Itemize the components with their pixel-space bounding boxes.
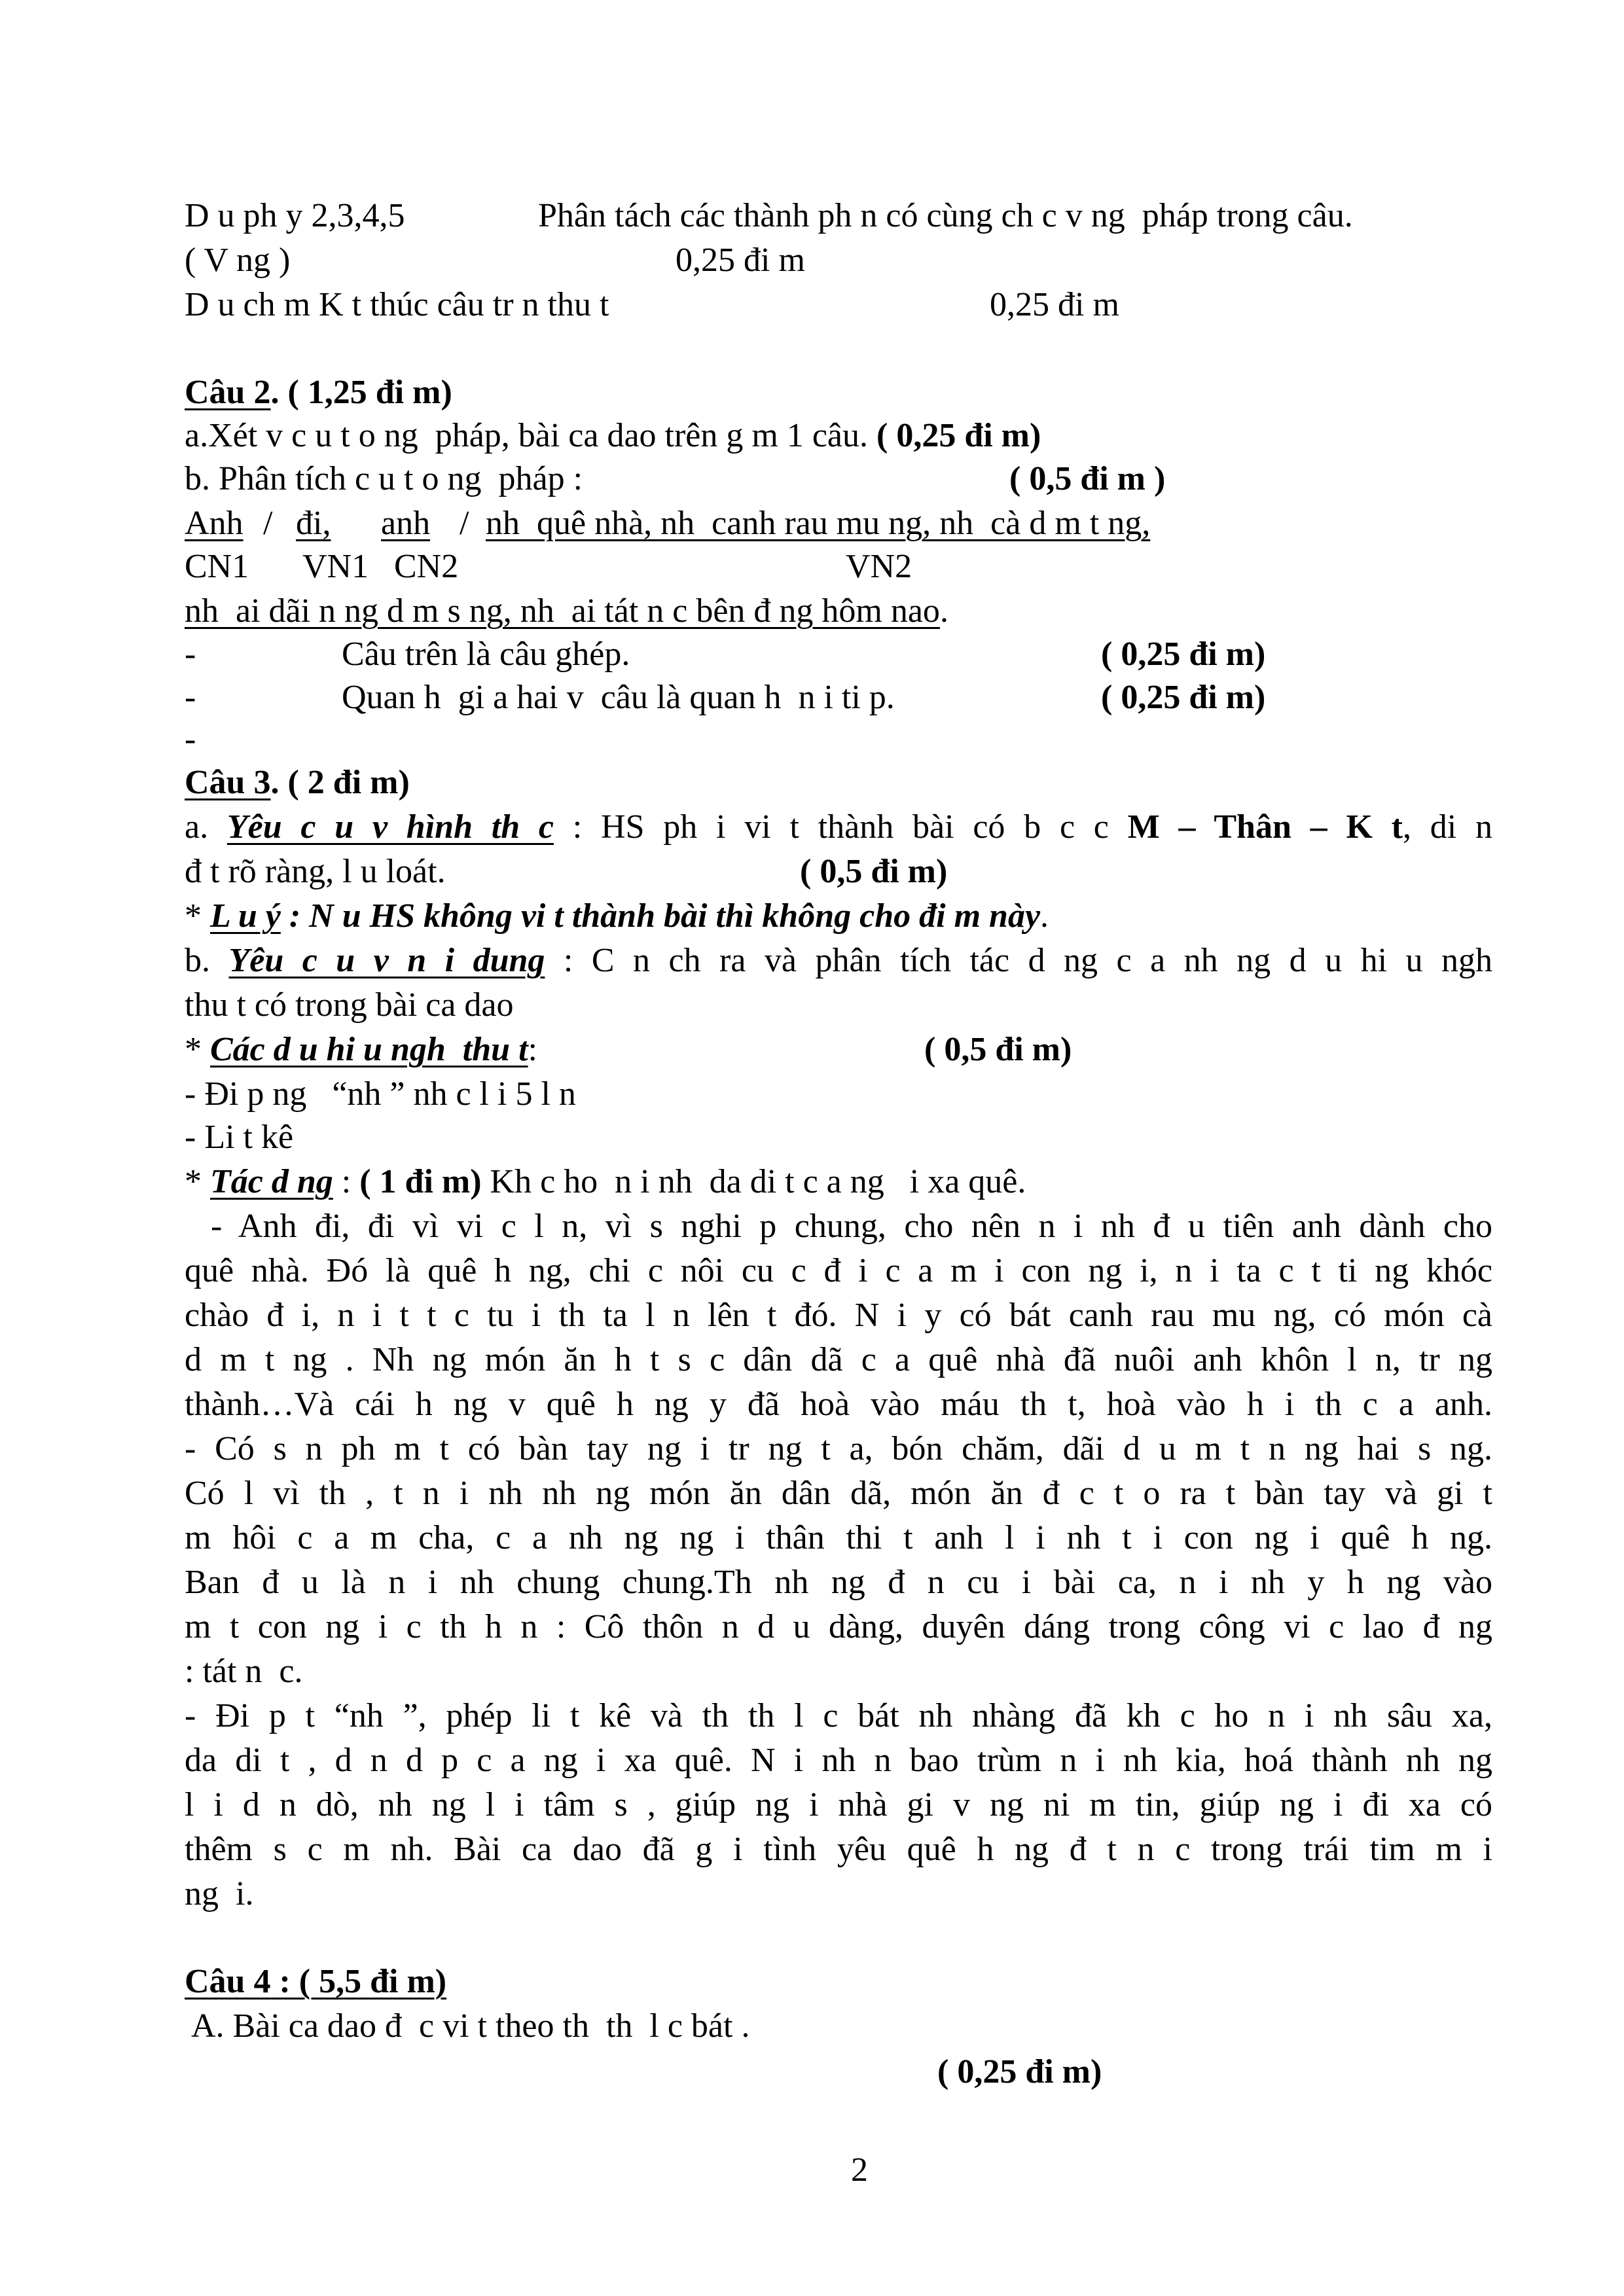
predicate-di: đi, <box>296 505 331 542</box>
cau2-item-1-score: ( 0,25 đi m) <box>1101 636 1266 673</box>
cau3-dieu-ngu: - Đi p ng “nh ” nh c l i 5 l n <box>185 1075 576 1113</box>
cau4-a-score: ( 0,25 đi m) <box>937 2053 1102 2090</box>
cau2-item-2: Quan h gi a hai v câu là quan h n i ti p. <box>342 679 895 716</box>
label-cn2: CN2 <box>394 548 459 585</box>
cau2-item-2-score: ( 0,25 đi m) <box>1101 679 1266 716</box>
line-dau-phay-desc: Phân tách các thành ph n có cùng ch c v ng pháp trong câu. <box>538 197 1353 234</box>
para1-line5: thành…Và cái h ng v quê h ng y đã hoà vào máu th t, hoà vào h i th c a anh. <box>185 1386 1492 1423</box>
predicate-line-3: nh ai dãi n ng d m s ng, nh ai tát n c bên đ ng hôm nao. <box>185 592 948 630</box>
cau3-a-score: ( 0,5 đi m) <box>800 853 948 890</box>
para2-line5: m t con ng i c th h n : Cô thôn n d u dàng, duyên dáng trong công vi c lao đ ng <box>185 1608 1492 1645</box>
cau3-b: b. Yêu c u v n i dung : C n ch ra và phân tích tác d ng c a nh ng d u hi u ngh <box>185 942 1492 979</box>
cau2-heading: Câu 2. ( 1,25 đi m) <box>185 374 452 411</box>
cau3-b-cont: thu t có trong bài ca dao <box>185 986 514 1024</box>
label-vn2: VN2 <box>846 548 912 585</box>
predicate-nho-que: nh quê nhà, nh canh rau mu ng, nh cà d m t ng, <box>486 505 1151 542</box>
cau3-dau-hieu-score: ( 0,5 đi m) <box>924 1031 1072 1068</box>
para1-line3: chào đ i, n i t t c tu i th ta l n lên t đó. N i y có bát canh rau mu ng, có món cà <box>185 1297 1492 1334</box>
cau2-b: b. Phân tích c u t o ng pháp : <box>185 460 583 497</box>
subject-anh-1: Anh <box>185 505 244 542</box>
cau3-tac-dung: * Tác d ng : ( 1 đi m) Kh c ho n i nh da di t c a ng i xa quê. <box>185 1163 1026 1200</box>
cau4-a: A. Bài ca dao đ c vi t theo th th l c bát . <box>191 2007 750 2045</box>
dash-1: - <box>185 636 196 673</box>
para1-line1: - Anh đi, đi vì vi c l n, vì s nghi p chung, cho nên n i nh đ u tiên anh dành cho <box>211 1208 1492 1245</box>
label-vn1: VN1 <box>302 548 369 585</box>
para1-line2: quê nhà. Đó là quê h ng, chi c nôi cu c đ i c a m i con ng i, n i ta c t ti ng khóc <box>185 1252 1492 1289</box>
cau3-a-cont: đ t rõ ràng, l u loát. <box>185 853 446 890</box>
slash-2: / <box>460 505 469 542</box>
para2-line3: m hôi c a m cha, c a nh ng ng i thân thi t anh l i nh t i con ng i quê h ng. <box>185 1519 1492 1556</box>
line-vi-ngu: ( V ng ) <box>185 242 291 279</box>
para3-line2: da di t , d n d p c a ng i xa quê. N i nh n bao trùm n i nh kia, hoá thành nh ng <box>185 1742 1492 1779</box>
cau2-item-1: Câu trên là câu ghép. <box>342 636 630 673</box>
page-number: 2 <box>851 2151 868 2189</box>
para3-line4: thêm s c m nh. Bài ca dao đã g i tình yêu quê h ng đ t n c trong trái tim m i <box>185 1831 1492 1868</box>
cau3-a: a. Yêu c u v hình th c : HS ph i vi t thành bài có b c c M – Thân – K t, di n <box>185 808 1492 846</box>
label-cn1: CN1 <box>185 548 249 585</box>
para3-line1: - Đi p t “nh ”, phép li t kê và th th l c bát nh nhàng đã kh c ho n i nh sâu xa, <box>185 1697 1492 1734</box>
cau4-heading: Câu 4 : ( 5,5 đi m) <box>185 1963 447 2000</box>
para2-line1: - Có s n ph m t có bàn tay ng i tr ng t a, bón chăm, dãi d u m t n ng hai s ng. <box>185 1430 1492 1467</box>
slash-1: / <box>263 505 273 542</box>
cau3-dau-hieu: * Các d u hi u ngh thu t: <box>185 1031 537 1068</box>
score-dau-cham: 0,25 đi m <box>990 286 1119 323</box>
cau3-note: * L u ý : N u HS không vi t thành bài thì không cho đi m này. <box>185 897 1049 935</box>
para3-line3: l i d n dò, nh ng l i tâm s , giúp ng i nhà gi v ng ni m tin, giúp ng i đi xa có <box>185 1786 1492 1823</box>
line-dau-cham: D u ch m K t thúc câu tr n thu t <box>185 286 609 323</box>
dash-2: - <box>185 679 196 716</box>
para1-line4: d m t ng . Nh ng món ăn h t s c dân dã c a quê nhà đã nuôi anh khôn l n, tr ng <box>185 1341 1492 1378</box>
score-vi-ngu: 0,25 đi m <box>676 242 805 279</box>
cau3-heading: Câu 3. ( 2 đi m) <box>185 764 410 801</box>
para2-line4: Ban đ u là n i nh chung chung.Th nh ng đ n cu i bài ca, n i nh y h ng vào <box>185 1564 1492 1601</box>
dash-3: - <box>185 721 196 758</box>
cau3-liet-ke: - Li t kê <box>185 1119 294 1156</box>
line-dau-phay: D u ph y 2,3,4,5 <box>185 197 405 234</box>
para3-line5: ng i. <box>185 1875 254 1912</box>
para2-line2: Có l vì th , t n i nh nh ng món ăn dân dã, món ăn đ c t o ra t bàn tay và gi t <box>185 1475 1492 1512</box>
para2-line6: : tát n c. <box>185 1653 303 1690</box>
cau2-a: a.Xét v c u t o ng pháp, bài ca dao trên g m 1 câu. ( 0,25 đi m) <box>185 417 1041 454</box>
subject-anh-2: anh <box>381 505 431 542</box>
cau2-b-score: ( 0,5 đi m ) <box>1009 460 1166 497</box>
